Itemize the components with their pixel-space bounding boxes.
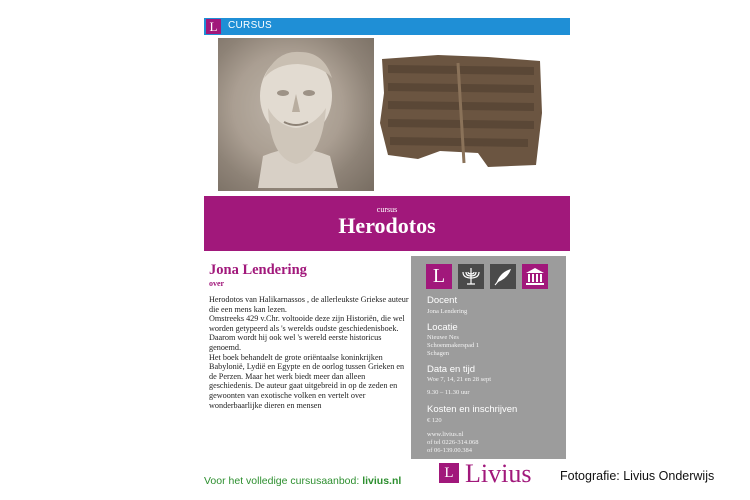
over-label: over xyxy=(209,279,225,288)
brand-name: Livius xyxy=(465,459,532,488)
papyrus-image xyxy=(378,53,544,168)
locatie-line: Schagen xyxy=(427,350,450,357)
footer-note xyxy=(204,475,401,487)
data-label: Data en tijd xyxy=(427,364,476,375)
contact-phone: of tel 0226-314.068 xyxy=(427,439,479,446)
locatie-line: Nieuwe Nes xyxy=(427,334,459,341)
photo-credit: Fotografie: Livius Onderwijs xyxy=(560,469,715,483)
description-paragraph: Het boek behandelt de grote oriëntaalse koninkrijken Babylonië, Lydië en Egypte en de oorlog tussen Grieken en de Perzen. Maar het werk biedt meer dan alleen geschiedenis. De auteur gaat uitgebreid in op de zeden en gewoonten van exotische volken en vertelt over wonderbaarlijke dieren en mensen xyxy=(209,352,405,410)
contact-website[interactable]: www.livius.nl xyxy=(427,431,464,438)
livius-logo-icon: L xyxy=(206,19,221,34)
bust-image xyxy=(218,38,374,191)
kosten-label: Kosten en inschrijven xyxy=(427,404,518,415)
top-bar xyxy=(204,18,570,35)
livius-logo-icon: L xyxy=(439,463,459,483)
footer-link[interactable]: livius.nl xyxy=(362,475,402,487)
locatie-line: Schoenmakerspad 1 xyxy=(427,342,480,349)
data-line: Woe 7, 14, 21 en 28 sept xyxy=(427,376,492,383)
livius-l-icon: L xyxy=(426,264,452,289)
locatie-label: Locatie xyxy=(427,322,458,333)
papyrus-illustration xyxy=(378,53,544,168)
temple-icon xyxy=(522,264,548,289)
cursus-label: CURSUS xyxy=(228,20,273,31)
info-panel xyxy=(411,256,566,459)
menorah-icon xyxy=(458,264,484,289)
kosten-value: € 120 xyxy=(427,417,442,424)
bust-illustration xyxy=(218,38,374,191)
quill-icon xyxy=(490,264,516,289)
author-name: Jona Lendering xyxy=(209,262,307,278)
docent-value: Jona Lendering xyxy=(427,308,468,315)
contact-phone: of 06-139.00.384 xyxy=(427,447,472,454)
footer-text: Voor het volledige cursusaanbod: xyxy=(204,475,363,487)
title-band xyxy=(204,196,570,251)
description-paragraph: Herodotos van Halikarnassos , de allerleukste Griekse auteur die een mens kan lezen. xyxy=(209,295,409,314)
course-description xyxy=(209,295,409,410)
data-line: 9.30 – 11.30 uur xyxy=(427,389,470,396)
course-kicker: cursus xyxy=(376,205,398,214)
course-title: Herodotos xyxy=(338,213,436,238)
docent-label: Docent xyxy=(427,295,458,306)
description-paragraph: Omstreeks 429 v.Chr. voltooide deze zijn Historiën, die wel worden getypeerd als 's werelds oudste geschiedenisboek. Daarom wordt hij ook wel 's wereld eerste historicus genoemd. xyxy=(209,314,405,352)
